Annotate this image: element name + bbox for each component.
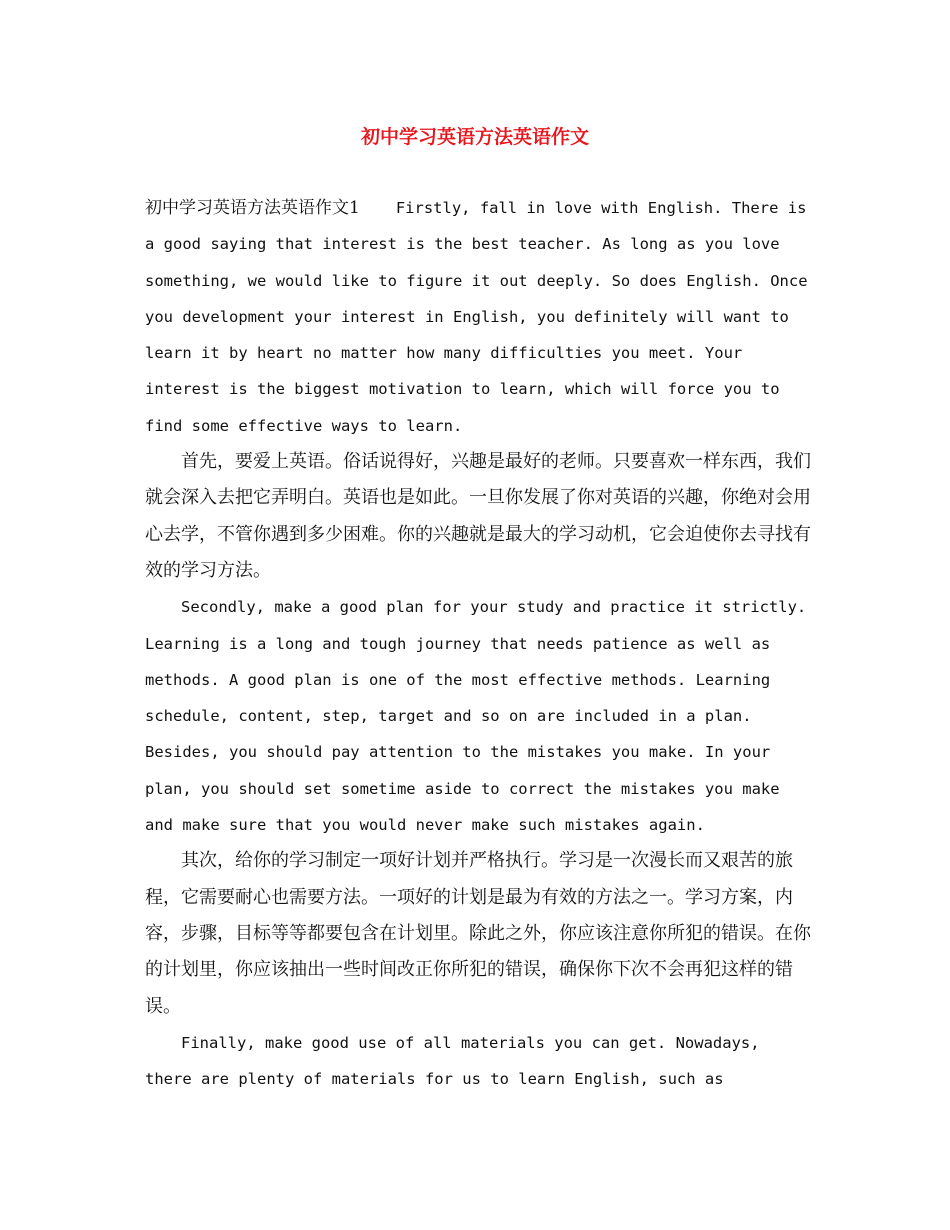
paragraph-3-english: Finally, make good use of all materials you can get. Nowadays, there are plenty of materials for us to learn English, such as	[145, 1033, 769, 1089]
essay-heading-label: 初中学习英语方法英语作文1	[145, 198, 360, 218]
paragraph-2-chinese: 其次，给你的学习制定一项好计划并严格执行。学习是一次漫长而又艰苦的旅程，它需要耐心也需要方法。一项好的计划是最为有效的方法之一。学习方案，内容，步骤，目标等等都要包含在计划里。除此之外，你应该注意你所犯的错误。在你的计划里，你应该抽出一些时间改正你所犯的错误，确保你下次不会再犯这样的错误。	[145, 850, 811, 1017]
document-title: 初中学习英语方法英语作文	[360, 126, 589, 148]
document-body	[145, 190, 815, 1097]
paragraph-1-english-text: Firstly, fall in love with English. There is a good saying that interest is the best teacher. As long as you love something, we would like to figure it out deeply. So does English. Once you development your interest in English, you definitely will want to learn it by heart no matter how many difficulties you meet. Your interest is the biggest motivation to learn, which will force you to find some effective ways to learn.	[145, 199, 817, 435]
paragraph-2-english: Secondly, make a good plan for your study and practice it strictly. Learning is a long and tough journey that needs patience as well as methods. A good plan is one of the most effective methods. Learning schedule, content, step, target and so on are included in a plan. Besides, you should pay attention to the mistakes you make. In your plan, you should set sometime aside to correct the mistakes you make and make sure that you would never make such mistakes again.	[145, 598, 816, 835]
paragraph-1-chinese: 首先，要爱上英语。俗话说得好，兴趣是最好的老师。只要喜欢一样东西，我们就会深入去把它弄明白。英语也是如此。一旦你发展了你对英语的兴趣，你绝对会用心去学，不管你遇到多少困难。你的兴趣就是最大的学习动机，它会迫使你去寻找有效的学习方法。	[145, 451, 811, 581]
paragraph-1-english	[145, 190, 815, 444]
